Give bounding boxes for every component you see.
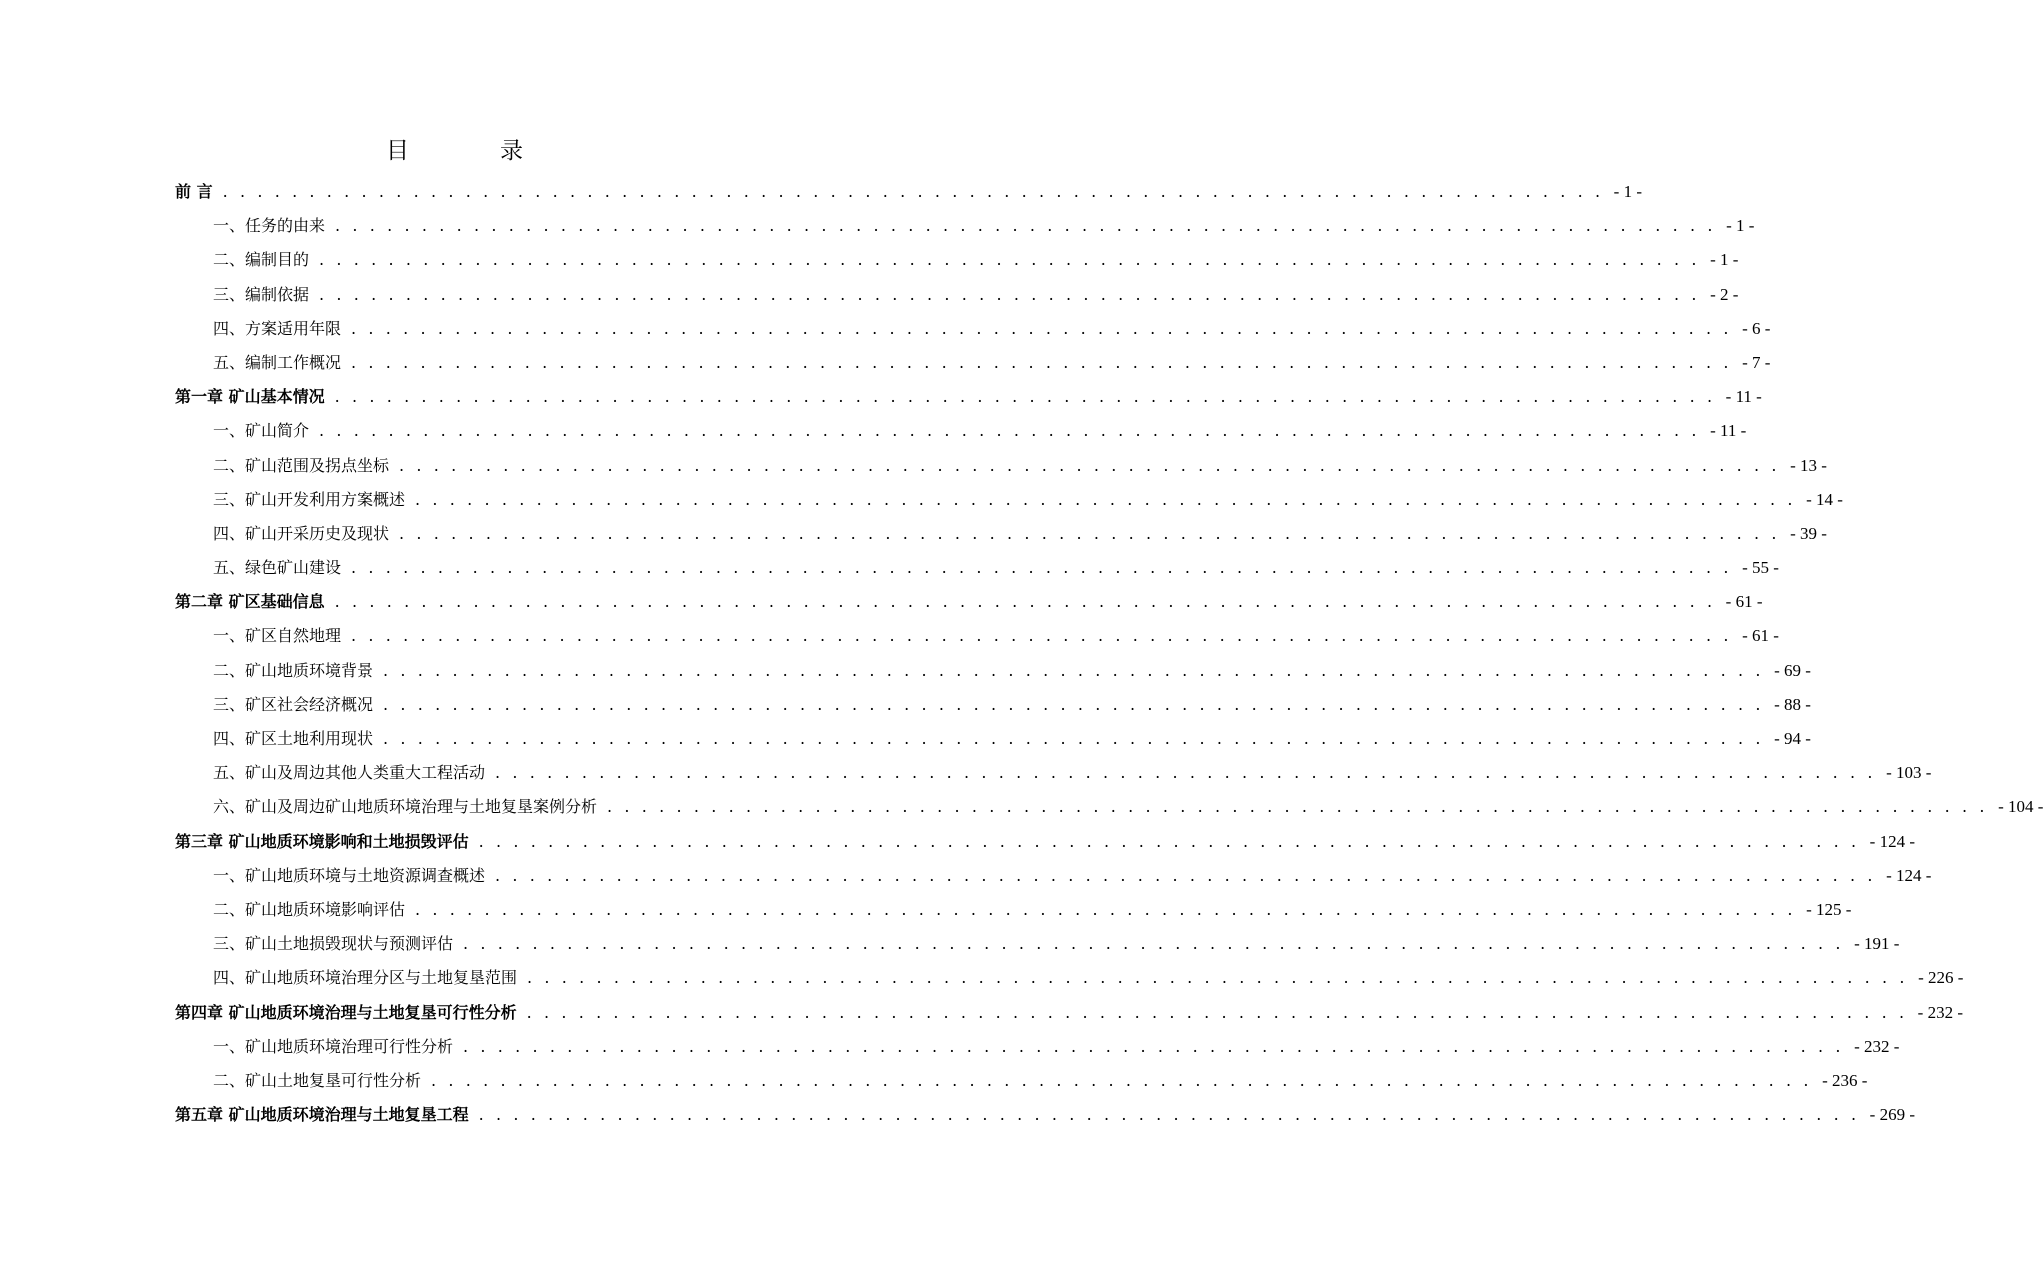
toc-section-entry[interactable] — [175, 243, 1739, 277]
toc-page-number: - 236 - — [1822, 1070, 1868, 1090]
toc-section-entry[interactable] — [175, 1064, 1868, 1098]
toc-page-number: - 61 - — [1742, 626, 1779, 646]
toc-entry-label: 第二章 矿区基础信息 — [175, 592, 325, 612]
toc-section-entry[interactable] — [175, 756, 1932, 790]
toc-page-number: - 232 - — [1854, 1036, 1900, 1056]
toc-leader-dots: . . . . . . . . . . . . . . . . . . . . . . . . . . . . . . . . . . . . . . . . . . . . . . . . . . . . . . . . . . . . . . . . . . . . . . . . . . . . . . . . — [527, 968, 1909, 988]
toc-page-number: - 1 - — [1613, 182, 1642, 201]
toc-leader-dots: . . . . . . . . . . . . . . . . . . . . . . . . . . . . . . . . . . . . . . . . . . . . . . . . . . . . . . . . . . . . . . . . . . . . . . . . . . . . . . . . — [607, 797, 1989, 817]
toc-page-number: - 269 - — [1869, 1105, 1915, 1125]
toc-page-number: - 61 - — [1725, 592, 1763, 612]
toc-leader-dots: . . . . . . . . . . . . . . . . . . . . . . . . . . . . . . . . . . . . . . . . . . . . . . . . . . . . . . . . . . . . . . . . . . . . . . . . . . . . . . . . — [383, 729, 1765, 748]
toc-entry-label: 二、矿山地质环境影响评估 — [213, 899, 406, 919]
toc-leader-dots: . . . . . . . . . . . . . . . . . . . . . . . . . . . . . . . . . . . . . . . . . . . . . . . . . . . . . . . . . . . . . . . . . . . . . . . . . . . . . . . . — [222, 182, 1604, 201]
toc-entry-label: 一、矿山地质环境治理可行性分析 — [213, 1036, 454, 1056]
toc-page-number: - 1 - — [1710, 250, 1739, 270]
toc-page-number: - 124 - — [1869, 831, 1915, 851]
toc-chapter-entry[interactable] — [175, 380, 1762, 414]
toc-entry-label: 一、矿山地质环境与土地资源调查概述 — [213, 865, 486, 885]
toc-page-number: - 2 - — [1710, 284, 1739, 304]
toc-section-entry[interactable] — [175, 346, 1771, 380]
toc-leader-dots: . . . . . . . . . . . . . . . . . . . . . . . . . . . . . . . . . . . . . . . . . . . . . . . . . . . . . . . . . . . . . . . . . . . . . . . . . . . . . . . . — [463, 1036, 1845, 1056]
toc-page-number: - 6 - — [1742, 318, 1771, 338]
toc-section-entry[interactable] — [175, 551, 1779, 585]
toc-entry-label: 第三章 矿山地质环境影响和土地损毁评估 — [175, 831, 469, 851]
toc-section-entry[interactable] — [175, 790, 2043, 824]
toc-leader-dots: . . . . . . . . . . . . . . . . . . . . . . . . . . . . . . . . . . . . . . . . . . . . . . . . . . . . . . . . . . . . . . . . . . . . . . . . . . . . . . . . — [463, 934, 1845, 954]
toc-entry-label: 一、矿山简介 — [213, 421, 310, 441]
toc-entry-label: 一、矿区自然地理 — [213, 626, 342, 646]
toc-leader-dots: . . . . . . . . . . . . . . . . . . . . . . . . . . . . . . . . . . . . . . . . . . . . . . . . . . . . . . . . . . . . . . . . . . . . . . . . . . . . . . . . — [415, 489, 1797, 509]
toc-section-entry[interactable] — [175, 859, 1932, 893]
toc-page-number: - 94 - — [1774, 729, 1811, 748]
toc-section-entry[interactable] — [175, 688, 1811, 722]
toc-section-entry[interactable] — [175, 209, 1755, 243]
toc-entry-label: 五、编制工作概况 — [213, 352, 342, 372]
toc-leader-dots: . . . . . . . . . . . . . . . . . . . . . . . . . . . . . . . . . . . . . . . . . . . . . . . . . . . . . . . . . . . . . . . . . . . . . . . . . . . . . . . . — [351, 626, 1733, 646]
toc-chapter-entry[interactable] — [175, 175, 1642, 209]
toc-leader-dots: . . . . . . . . . . . . . . . . . . . . . . . . . . . . . . . . . . . . . . . . . . . . . . . . . . . . . . . . . . . . . . . . . . . . . . . . . . . . . . . . — [415, 899, 1797, 919]
toc-leader-dots: . . . . . . . . . . . . . . . . . . . . . . . . . . . . . . . . . . . . . . . . . . . . . . . . . . . . . . . . . . . . . . . . . . . . . . . . . . . . . . . . — [351, 352, 1733, 372]
toc-section-entry[interactable] — [175, 414, 1747, 448]
toc-entry-label: 四、方案适用年限 — [213, 318, 342, 338]
toc-leader-dots: . . . . . . . . . . . . . . . . . . . . . . . . . . . . . . . . . . . . . . . . . . . . . . . . . . . . . . . . . . . . . . . . . . . . . . . . . . . . . . . . — [351, 318, 1733, 338]
page-title: 目 录 — [386, 138, 557, 164]
toc-page-number: - 88 - — [1774, 694, 1811, 714]
toc-entry-label: 三、矿区社会经济概况 — [213, 694, 374, 714]
toc-section-entry[interactable] — [175, 722, 1811, 756]
toc-entry-label: 四、矿山地质环境治理分区与土地复垦范围 — [213, 968, 518, 988]
toc-entry-label: 二、矿山地质环境背景 — [213, 660, 374, 680]
toc-leader-dots: . . . . . . . . . . . . . . . . . . . . . . . . . . . . . . . . . . . . . . . . . . . . . . . . . . . . . . . . . . . . . . . . . . . . . . . . . . . . . . . . — [383, 660, 1765, 680]
toc-page-number: - 11 - — [1710, 421, 1747, 441]
toc-entry-label: 四、矿区土地利用现状 — [213, 729, 374, 748]
toc-chapter-entry[interactable] — [175, 585, 1763, 619]
toc-page-number: - 232 - — [1917, 1002, 1963, 1022]
toc-section-entry[interactable] — [175, 312, 1771, 346]
toc-page-number: - 226 - — [1918, 968, 1964, 988]
toc-entry-label: 三、编制依据 — [213, 284, 310, 304]
toc-entry-label: 五、矿山及周边其他人类重大工程活动 — [213, 763, 486, 783]
toc-entry-label: 四、矿山开采历史及现状 — [213, 523, 390, 543]
toc-leader-dots: . . . . . . . . . . . . . . . . . . . . . . . . . . . . . . . . . . . . . . . . . . . . . . . . . . . . . . . . . . . . . . . . . . . . . . . . . . . . . . . . — [495, 763, 1877, 783]
toc-page-number: - 125 - — [1806, 899, 1852, 919]
toc-section-entry[interactable] — [175, 927, 1900, 961]
toc-entry-label: 二、编制目的 — [213, 250, 310, 270]
toc-section-entry[interactable] — [175, 483, 1843, 517]
toc-section-entry[interactable] — [175, 278, 1739, 312]
toc-section-entry[interactable] — [175, 893, 1852, 927]
toc-page-number: - 55 - — [1742, 558, 1779, 578]
toc-entry-label: 第一章 矿山基本情况 — [175, 387, 325, 407]
toc-entry-label: 六、矿山及周边矿山地质环境治理与土地复垦案例分析 — [213, 797, 598, 817]
toc-leader-dots: . . . . . . . . . . . . . . . . . . . . . . . . . . . . . . . . . . . . . . . . . . . . . . . . . . . . . . . . . . . . . . . . . . . . . . . . . . . . . . . . — [526, 1002, 1908, 1022]
toc-page-number: - 39 - — [1790, 523, 1827, 543]
toc-page-number: - 124 - — [1886, 865, 1932, 885]
toc-entry-label: 前 言 — [175, 182, 213, 201]
toc-section-entry[interactable] — [175, 449, 1827, 483]
toc-leader-dots: . . . . . . . . . . . . . . . . . . . . . . . . . . . . . . . . . . . . . . . . . . . . . . . . . . . . . . . . . . . . . . . . . . . . . . . . . . . . . . . . — [383, 694, 1765, 714]
toc-entry-label: 二、矿山范围及拐点坐标 — [213, 455, 390, 475]
toc-leader-dots: . . . . . . . . . . . . . . . . . . . . . . . . . . . . . . . . . . . . . . . . . . . . . . . . . . . . . . . . . . . . . . . . . . . . . . . . . . . . . . . . — [399, 523, 1781, 543]
toc-entry-label: 二、矿山土地复垦可行性分析 — [213, 1070, 422, 1090]
toc-leader-dots: . . . . . . . . . . . . . . . . . . . . . . . . . . . . . . . . . . . . . . . . . . . . . . . . . . . . . . . . . . . . . . . . . . . . . . . . . . . . . . . . — [319, 250, 1701, 270]
toc-section-entry[interactable] — [175, 517, 1827, 551]
toc-entry-label: 三、矿山开发利用方案概述 — [213, 489, 406, 509]
toc-page-number: - 69 - — [1774, 660, 1811, 680]
toc-entry-label: 第五章 矿山地质环境治理与土地复垦工程 — [175, 1105, 469, 1125]
toc-leader-dots: . . . . . . . . . . . . . . . . . . . . . . . . . . . . . . . . . . . . . . . . . . . . . . . . . . . . . . . . . . . . . . . . . . . . . . . . . . . . . . . . — [334, 387, 1716, 407]
toc-leader-dots: . . . . . . . . . . . . . . . . . . . . . . . . . . . . . . . . . . . . . . . . . . . . . . . . . . . . . . . . . . . . . . . . . . . . . . . . . . . . . . . . — [335, 216, 1717, 236]
toc-leader-dots: . . . . . . . . . . . . . . . . . . . . . . . . . . . . . . . . . . . . . . . . . . . . . . . . . . . . . . . . . . . . . . . . . . . . . . . . . . . . . . . . — [351, 558, 1733, 578]
toc-leader-dots: . . . . . . . . . . . . . . . . . . . . . . . . . . . . . . . . . . . . . . . . . . . . . . . . . . . . . . . . . . . . . . . . . . . . . . . . . . . . . . . . — [334, 592, 1716, 612]
toc-leader-dots: . . . . . . . . . . . . . . . . . . . . . . . . . . . . . . . . . . . . . . . . . . . . . . . . . . . . . . . . . . . . . . . . . . . . . . . . . . . . . . . . — [478, 831, 1860, 851]
toc-page-number: - 1 - — [1726, 216, 1755, 236]
toc-entry-label: 一、任务的由来 — [213, 216, 326, 236]
toc-leader-dots: . . . . . . . . . . . . . . . . . . . . . . . . . . . . . . . . . . . . . . . . . . . . . . . . . . . . . . . . . . . . . . . . . . . . . . . . . . . . . . . . — [319, 421, 1701, 441]
toc-page-number: - 13 - — [1790, 455, 1827, 475]
toc-leader-dots: . . . . . . . . . . . . . . . . . . . . . . . . . . . . . . . . . . . . . . . . . . . . . . . . . . . . . . . . . . . . . . . . . . . . . . . . . . . . . . . . — [495, 865, 1877, 885]
toc-page-number: - 14 - — [1806, 489, 1843, 509]
toc-leader-dots: . . . . . . . . . . . . . . . . . . . . . . . . . . . . . . . . . . . . . . . . . . . . . . . . . . . . . . . . . . . . . . . . . . . . . . . . . . . . . . . . — [431, 1070, 1813, 1090]
toc-leader-dots: . . . . . . . . . . . . . . . . . . . . . . . . . . . . . . . . . . . . . . . . . . . . . . . . . . . . . . . . . . . . . . . . . . . . . . . . . . . . . . . . — [478, 1105, 1860, 1125]
toc-page-number: - 103 - — [1886, 763, 1932, 783]
toc-page-number: - 191 - — [1854, 934, 1900, 954]
toc-page-number: - 7 - — [1742, 352, 1771, 372]
toc-leader-dots: . . . . . . . . . . . . . . . . . . . . . . . . . . . . . . . . . . . . . . . . . . . . . . . . . . . . . . . . . . . . . . . . . . . . . . . . . . . . . . . . — [319, 284, 1701, 304]
toc-section-entry[interactable] — [175, 1030, 1900, 1064]
toc-page-number: - 11 - — [1725, 387, 1762, 407]
toc-entry-label: 五、绿色矿山建设 — [213, 558, 342, 578]
toc-chapter-entry[interactable] — [175, 1098, 1915, 1132]
toc-section-entry[interactable] — [175, 619, 1779, 653]
toc-section-entry[interactable] — [175, 961, 1964, 995]
table-of-contents — [175, 175, 2043, 1132]
toc-chapter-entry[interactable] — [175, 825, 1915, 859]
toc-chapter-entry[interactable] — [175, 996, 1963, 1030]
toc-entry-label: 第四章 矿山地质环境治理与土地复垦可行性分析 — [175, 1002, 517, 1022]
toc-leader-dots: . . . . . . . . . . . . . . . . . . . . . . . . . . . . . . . . . . . . . . . . . . . . . . . . . . . . . . . . . . . . . . . . . . . . . . . . . . . . . . . . — [399, 455, 1781, 475]
toc-section-entry[interactable] — [175, 654, 1811, 688]
toc-entry-label: 三、矿山土地损毁现状与预测评估 — [213, 934, 454, 954]
toc-page-number: - 104 - — [1998, 797, 2043, 817]
